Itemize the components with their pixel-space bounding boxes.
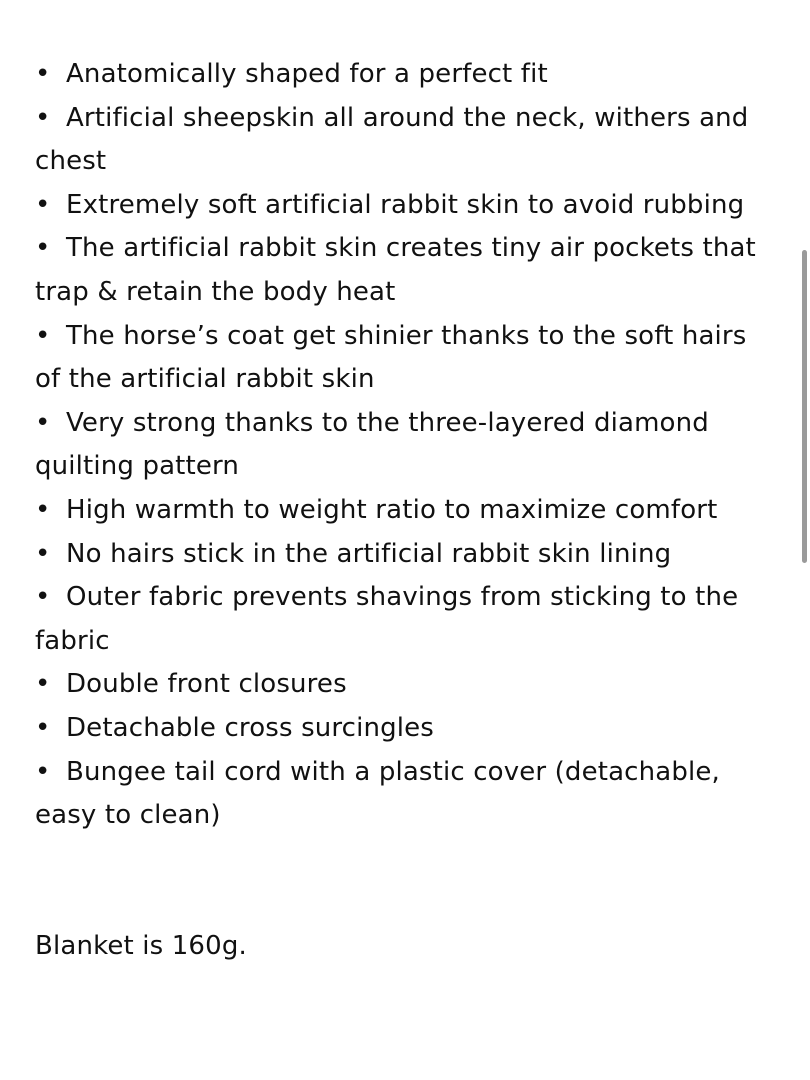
feature-text: Extremely soft artificial rabbit skin to avoid rubbing <box>66 189 745 220</box>
feature-list-item <box>35 184 765 228</box>
feature-list-item <box>35 663 765 707</box>
feature-text: Outer fabric prevents shavings from sticking to the fabric <box>35 582 739 656</box>
bullet-icon: • <box>35 407 51 438</box>
feature-text: Bungee tail cord with a plastic cover (detachable, easy to clean) <box>35 756 720 831</box>
feature-list-item <box>35 533 765 577</box>
bullet-icon: • <box>35 189 51 220</box>
bullet-icon: • <box>35 320 51 351</box>
feature-list-item <box>35 576 765 663</box>
feature-list-item <box>35 751 765 838</box>
bullet-icon: • <box>35 102 51 133</box>
feature-list-item <box>35 227 765 314</box>
feature-list-item <box>35 402 765 489</box>
feature-list <box>35 53 765 838</box>
feature-text: No hairs stick in the artificial rabbit skin lining <box>66 538 672 569</box>
feature-list-item <box>35 315 765 402</box>
bullet-icon: • <box>35 233 51 264</box>
feature-text: Anatomically shaped for a perfect fit <box>66 59 548 89</box>
paragraph-spacer <box>35 838 765 925</box>
feature-text: Detachable cross surcingles <box>66 712 434 743</box>
bullet-icon: • <box>35 712 51 743</box>
feature-list-item <box>35 489 765 533</box>
scrollbar-thumb[interactable] <box>802 250 807 563</box>
bullet-icon: • <box>35 756 51 787</box>
feature-text: Artificial sheepskin all around the neck, withers and chest <box>35 102 749 177</box>
feature-list-item <box>35 707 765 751</box>
feature-list-item <box>35 53 765 97</box>
bullet-icon: • <box>35 494 51 525</box>
feature-text: The horse’s coat get shinier thanks to the soft hairs of the artificial rabbit skin <box>35 320 747 395</box>
feature-list-item <box>35 97 765 184</box>
product-description <box>35 53 765 968</box>
weight-note: Blanket is 160g. <box>35 930 247 961</box>
bullet-icon: • <box>35 582 51 613</box>
feature-text: High warmth to weight ratio to maximize comfort <box>66 494 718 525</box>
bullet-icon: • <box>35 538 51 569</box>
feature-text: The artificial rabbit skin creates tiny air pockets that trap & retain the body heat <box>35 233 756 307</box>
feature-text: Very strong thanks to the three-layered diamond quilting pattern <box>35 407 709 482</box>
feature-text: Double front closures <box>66 669 347 700</box>
bullet-icon: • <box>35 669 51 700</box>
bullet-icon: • <box>35 59 51 89</box>
